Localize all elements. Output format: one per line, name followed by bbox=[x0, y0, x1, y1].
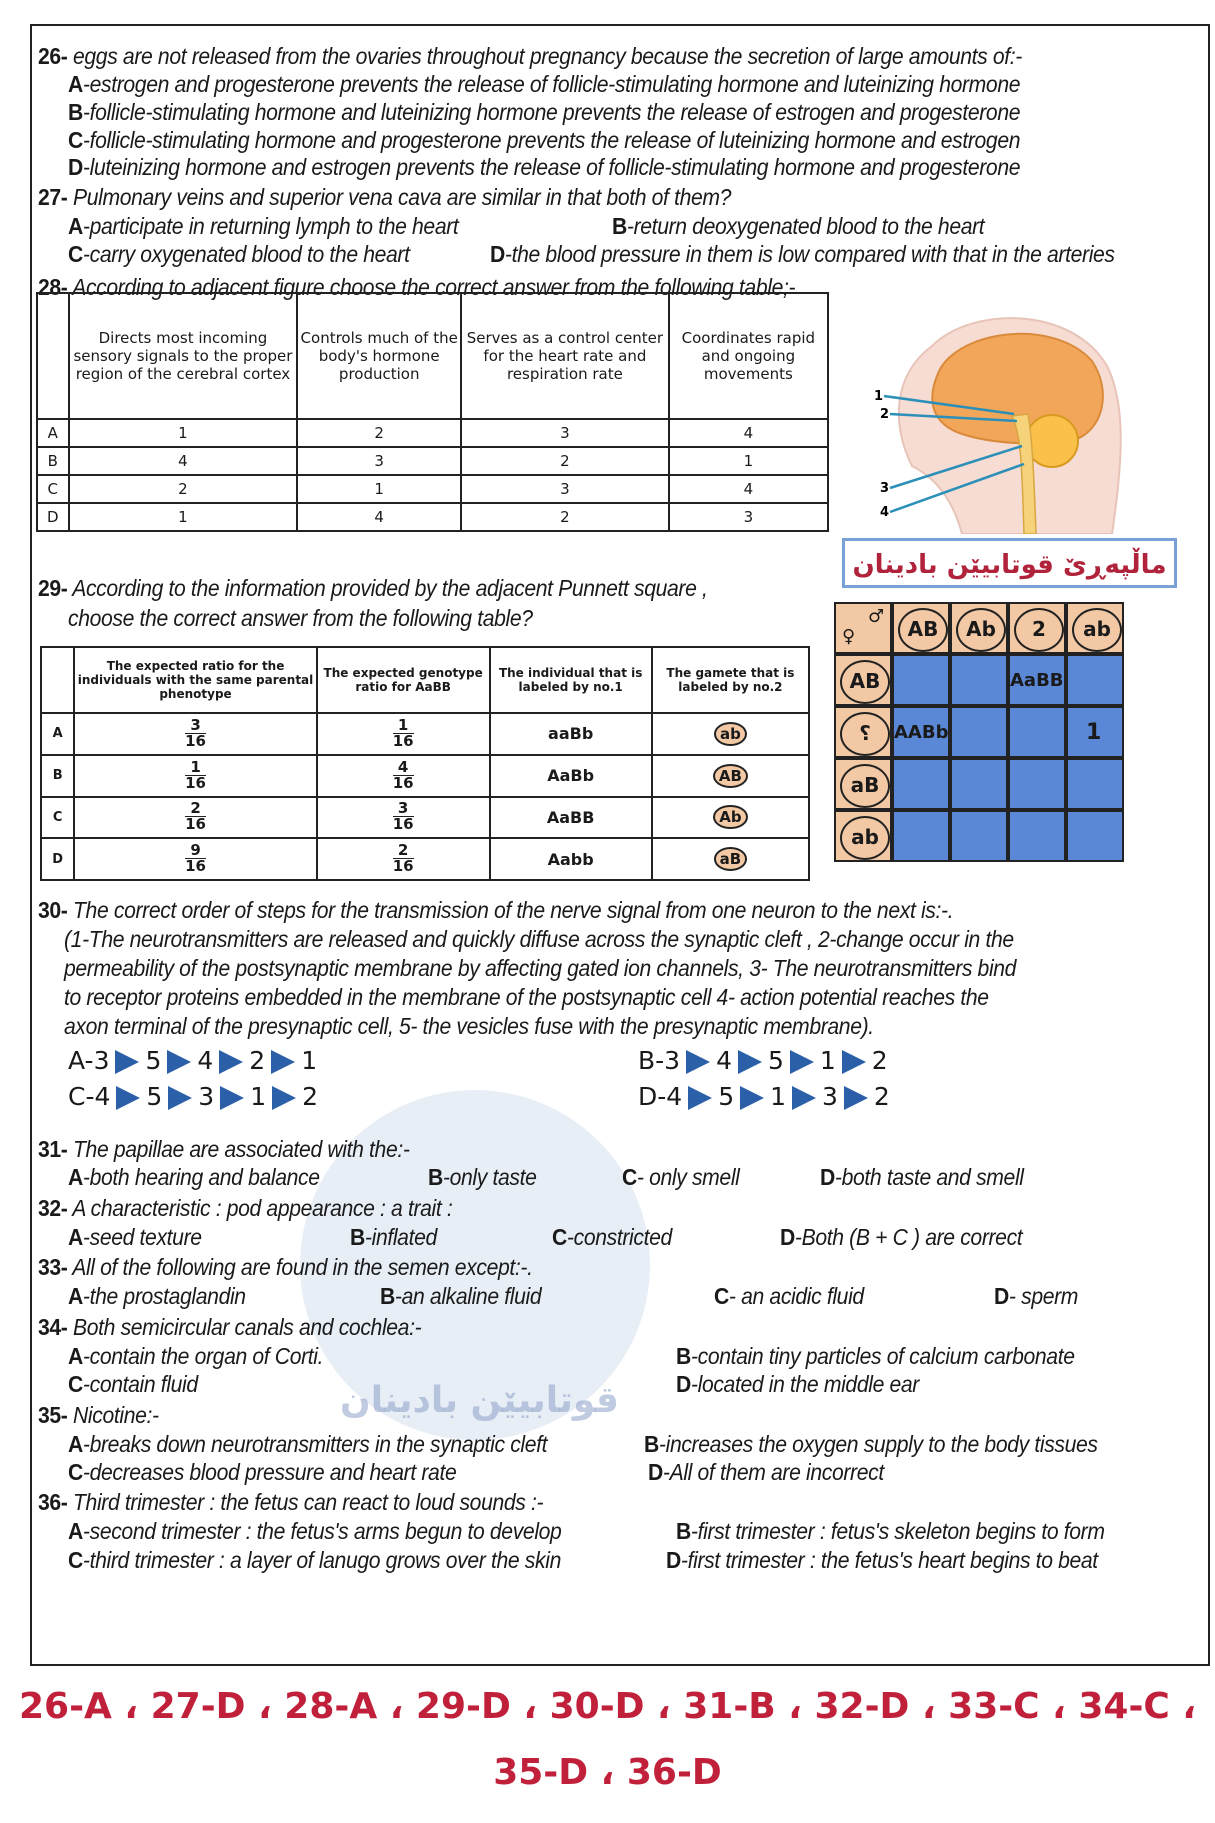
cerebellum-shape bbox=[1026, 415, 1078, 467]
q30-line-3: to receptor proteins embedded in the membrane of the postsynaptic cell 4- action potential reaches the bbox=[64, 984, 989, 1010]
q30-option-a: A-3 5 4 2 1 bbox=[68, 1046, 318, 1075]
q33-option-b: B-an alkaline fluid bbox=[380, 1283, 542, 1309]
q35-option-d: D-All of them are incorrect bbox=[648, 1459, 884, 1485]
figure-label-2: 2 bbox=[880, 407, 890, 422]
q28-row-c: C 2 1 3 4 bbox=[37, 475, 828, 503]
answer-key-line-2: 35-D ، 36-D bbox=[493, 1752, 722, 1793]
q34-option-d: D-located in the middle ear bbox=[676, 1371, 919, 1397]
q30-option-c: C-4 5 3 1 2 bbox=[68, 1082, 319, 1111]
q33-option-a: A-the prostaglandin bbox=[68, 1283, 246, 1309]
q28-row-d: D 1 4 2 3 bbox=[37, 503, 828, 531]
punnett-top-2: Ab bbox=[950, 602, 1008, 654]
q30-option-d: D-4 5 1 3 2 bbox=[638, 1082, 890, 1111]
q34-option-c: C-contain fluid bbox=[68, 1371, 198, 1397]
q28-header-1: Directs most incoming sensory signals to the proper region of the cerebral cortex bbox=[69, 293, 298, 419]
punnett-cell-aabb2: AABb bbox=[892, 706, 950, 758]
punnett-left-2: ؟ bbox=[834, 706, 892, 758]
q29-header-4: The gamete that is labeled by no.2 bbox=[652, 647, 809, 713]
punnett-top-1: AB bbox=[892, 602, 950, 654]
q34-option-b: B-contain tiny particles of calcium carbonate bbox=[676, 1343, 1075, 1369]
q27-option-a: A-participate in returning lymph to the heart bbox=[68, 213, 459, 239]
q29-header-3: The individual that is labeled by no.1 bbox=[490, 647, 652, 713]
q32-option-d: D-Both (B + C ) are correct bbox=[780, 1224, 1023, 1250]
q28-header-3: Serves as a control center for the heart rate and respiration rate bbox=[461, 293, 669, 419]
q29-row-d: D $\frac{9}{16}$ $\frac{2}{16}$ Aabb aB bbox=[41, 838, 809, 880]
punnett-top-3: 2 bbox=[1008, 602, 1066, 654]
site-badge: ماڵپەڕێ قوتابیێن بادینان bbox=[842, 538, 1177, 588]
q33-option-d: D- sperm bbox=[994, 1283, 1079, 1309]
q30-line-2: permeability of the postsynaptic membrane by affecting gated ion channels, 3- The neurotransmitters bind bbox=[64, 955, 1017, 981]
question-29-line-1: 29- According to the information provided by the adjacent Punnett square , bbox=[38, 575, 708, 601]
q29-header-1: The expected ratio for the individuals with the same parental phenotype bbox=[74, 647, 316, 713]
q29-row-c: C $\frac{2}{16}$ $\frac{3}{16}$ AaBB Ab bbox=[41, 797, 809, 839]
q26-option-b: B-follicle-stimulating hormone and luteinizing hormone prevents the release of estrogen and progesterone bbox=[68, 99, 1021, 125]
question-32: 32- A characteristic : pod appearance : a trait : bbox=[38, 1195, 453, 1221]
figure-label-3: 3 bbox=[880, 481, 890, 496]
q35-option-c: C-decreases blood pressure and heart rate bbox=[68, 1459, 457, 1485]
q31-option-a: A-both hearing and balance bbox=[68, 1164, 320, 1190]
q28-row-a: A 1 2 3 4 bbox=[37, 419, 828, 447]
q28-row-b: B 4 3 2 1 bbox=[37, 447, 828, 475]
punnett-left-1: AB bbox=[834, 654, 892, 706]
q30-line-1: (1-The neurotransmitters are released and quickly diffuse across the synaptic cleft , 2-change occur in the bbox=[64, 926, 1014, 952]
question-31: 31- The papillae are associated with the:- bbox=[38, 1136, 410, 1162]
figure-label-1: 1 bbox=[874, 389, 884, 404]
q26-option-a: A-estrogen and progesterone prevents the release of follicle-stimulating hormone and luteinizing hormone bbox=[68, 71, 1021, 97]
q34-option-a: A-contain the organ of Corti. bbox=[68, 1343, 324, 1369]
q29-header-2: The expected genotype ratio for AaBB bbox=[317, 647, 490, 713]
punnett-cell-1: 1 bbox=[1066, 706, 1124, 758]
punnett-corner: ♀ ♂ bbox=[834, 602, 892, 654]
q27-option-c: C-carry oxygenated blood to the heart bbox=[68, 241, 410, 267]
figure-label-4: 4 bbox=[880, 505, 890, 520]
q31-option-b: B-only taste bbox=[428, 1164, 537, 1190]
question-34: 34- Both semicircular canals and cochlea:- bbox=[38, 1314, 422, 1340]
answer-key-line-1: 26-A ، 27-D ، 28-A ، 29-D ، 30-D ، 31-B ، 32-D ، 33-C ، 34-C ، bbox=[18, 1686, 1197, 1727]
q26-option-d: D-luteinizing hormone and estrogen prevents the release of follicle-stimulating hormone and progesterone bbox=[68, 154, 1021, 180]
q28-table bbox=[36, 292, 829, 532]
question-26: 26- eggs are not released from the ovaries throughout pregnancy because the secretion of large amounts of:- bbox=[38, 43, 1022, 69]
q31-option-c: C- only smell bbox=[622, 1164, 740, 1190]
q33-option-c: C- an acidic fluid bbox=[714, 1283, 864, 1309]
q36-option-d: D-first trimester : the fetus's heart begins to beat bbox=[666, 1547, 1098, 1573]
question-33: 33- All of the following are found in the semen except:-. bbox=[38, 1254, 533, 1280]
q32-option-c: C-constricted bbox=[552, 1224, 672, 1250]
brain-figure bbox=[872, 306, 1132, 534]
punnett-left-3: aB bbox=[834, 758, 892, 810]
q28-header-4: Coordinates rapid and ongoing movements bbox=[669, 293, 828, 419]
question-28: 28- According to adjacent figure choose the correct answer from the following table;- bbox=[38, 274, 796, 300]
q26-option-c: C-follicle-stimulating hormone and progesterone prevents the release of luteinizing hormone and estrogen bbox=[68, 127, 1021, 153]
q29-row-a: A $\frac{3}{16}$ $\frac{1}{16}$ aaBb ab bbox=[41, 713, 809, 755]
q32-option-a: A-seed texture bbox=[68, 1224, 202, 1250]
punnett-left-4: ab bbox=[834, 810, 892, 862]
q27-option-d: D-the blood pressure in them is low compared with that in the arteries bbox=[490, 241, 1115, 267]
q36-option-b: B-first trimester : fetus's skeleton begins to form bbox=[676, 1518, 1105, 1544]
q29-table bbox=[40, 646, 810, 881]
question-30: 30- The correct order of steps for the transmission of the nerve signal from one neuron to the next is:-. bbox=[38, 897, 954, 923]
q29-row-b: B $\frac{1}{16}$ $\frac{4}{16}$ AaBb AB bbox=[41, 755, 809, 797]
punnett-top-4: ab bbox=[1066, 602, 1124, 654]
question-36: 36- Third trimester : the fetus can react to loud sounds :- bbox=[38, 1489, 544, 1515]
q28-header-2: Controls much of the body's hormone production bbox=[297, 293, 461, 419]
q31-option-d: D-both taste and smell bbox=[820, 1164, 1024, 1190]
q36-option-a: A-second trimester : the fetus's arms begun to develop bbox=[68, 1518, 562, 1544]
question-27: 27- Pulmonary veins and superior vena cava are similar in that both of them? bbox=[38, 184, 732, 210]
q30-line-4: axon terminal of the presynaptic cell, 5- the vesicles fuse with the presynaptic membrane). bbox=[64, 1013, 874, 1039]
question-35: 35- Nicotine:- bbox=[38, 1402, 159, 1428]
punnett-cell-aabb: AaBB bbox=[1008, 654, 1066, 706]
q32-option-b: B-inflated bbox=[350, 1224, 437, 1250]
q30-option-b: B-3 4 5 1 2 bbox=[638, 1046, 888, 1075]
q35-option-b: B-increases the oxygen supply to the body tissues bbox=[644, 1431, 1098, 1457]
q35-option-a: A-breaks down neurotransmitters in the synaptic cleft bbox=[68, 1431, 548, 1457]
q36-option-c: C-third trimester : a layer of lanugo grows over the skin bbox=[68, 1547, 561, 1573]
question-29-line-2: choose the correct answer from the following table? bbox=[68, 605, 533, 631]
q27-option-b: B-return deoxygenated blood to the heart bbox=[612, 213, 985, 239]
watermark-text: قوتابیێن بادینان bbox=[340, 1380, 619, 1421]
